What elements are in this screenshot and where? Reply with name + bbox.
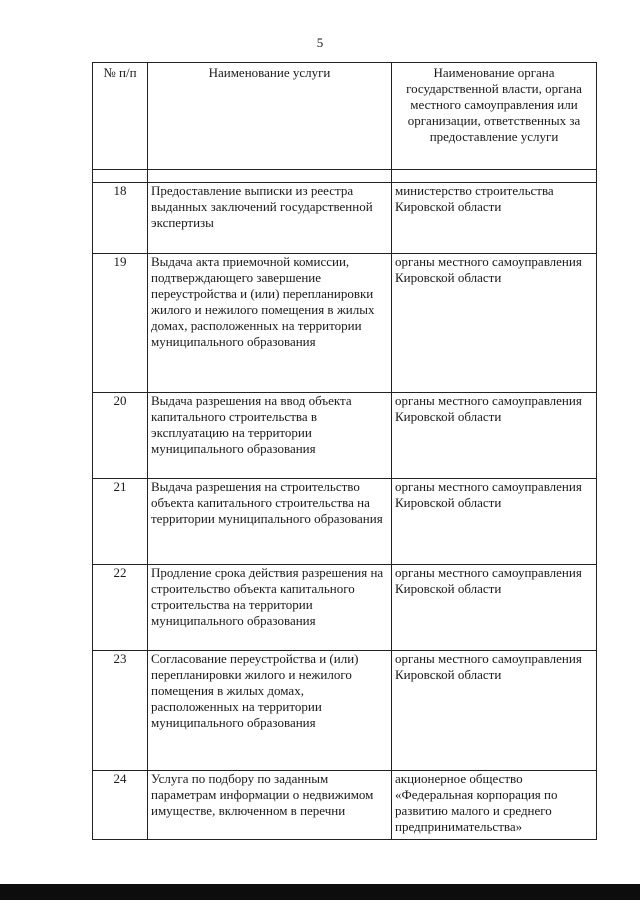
table-row	[93, 479, 597, 565]
service-name: Выдача акта приемочной комиссии, подтверждающего завершение переустройства и (или) перепланировки жилого и нежилого помещения в жилых домах, расположенных на территории муниципального образования	[148, 254, 392, 393]
responsible-org: министерство строительства Кировской области	[392, 183, 597, 254]
table-header-row	[93, 63, 597, 170]
row-number: 23	[93, 651, 148, 771]
service-name: Выдача разрешения на ввод объекта капитального строительства в эксплуатацию на территории муниципального образования	[148, 393, 392, 479]
row-number: 21	[93, 479, 148, 565]
responsible-org: органы местного самоуправления Кировской области	[392, 479, 597, 565]
header-service-name: Наименование услуги	[148, 63, 392, 170]
table-spacer-row	[93, 170, 597, 183]
row-number: 22	[93, 565, 148, 651]
row-number: 24	[93, 771, 148, 840]
service-name: Услуга по подбору по заданным параметрам информации о недвижимом имуществе, включенном в перечни	[148, 771, 392, 840]
responsible-org: органы местного самоуправления Кировской области	[392, 254, 597, 393]
service-name: Продление срока действия разрешения на строительство объекта капитального строительства на территории муниципального образования	[148, 565, 392, 651]
row-number: 18	[93, 183, 148, 254]
table-row	[93, 771, 597, 840]
responsible-org: акционерное общество «Федеральная корпорация по развитию малого и среднего предпринимательства»	[392, 771, 597, 840]
scan-bottom-border	[0, 884, 640, 900]
responsible-org: органы местного самоуправления Кировской области	[392, 565, 597, 651]
service-name: Предоставление выписки из реестра выданных заключений государственной экспертизы	[148, 183, 392, 254]
spacer-cell	[392, 170, 597, 183]
service-name: Выдача разрешения на строительство объекта капитального строительства на территории муниципального образования	[148, 479, 392, 565]
service-name: Согласование переустройства и (или) перепланировки жилого и нежилого помещения в жилых домах, расположенных на территории муниципального образования	[148, 651, 392, 771]
page-number: 5	[316, 35, 324, 50]
table-row	[93, 393, 597, 479]
header-num: № п/п	[93, 63, 148, 170]
services-table	[92, 62, 597, 840]
spacer-cell	[148, 170, 392, 183]
table-row	[93, 651, 597, 771]
responsible-org: органы местного самоуправления Кировской области	[392, 651, 597, 771]
table-row	[93, 254, 597, 393]
spacer-cell	[93, 170, 148, 183]
row-number: 19	[93, 254, 148, 393]
table-row	[93, 565, 597, 651]
table-row	[93, 183, 597, 254]
row-number: 20	[93, 393, 148, 479]
responsible-org: органы местного самоуправления Кировской области	[392, 393, 597, 479]
header-responsible-org: Наименование органа государственной власти, органа местного самоуправления или организации, ответственных за предоставление услуги	[392, 63, 597, 170]
